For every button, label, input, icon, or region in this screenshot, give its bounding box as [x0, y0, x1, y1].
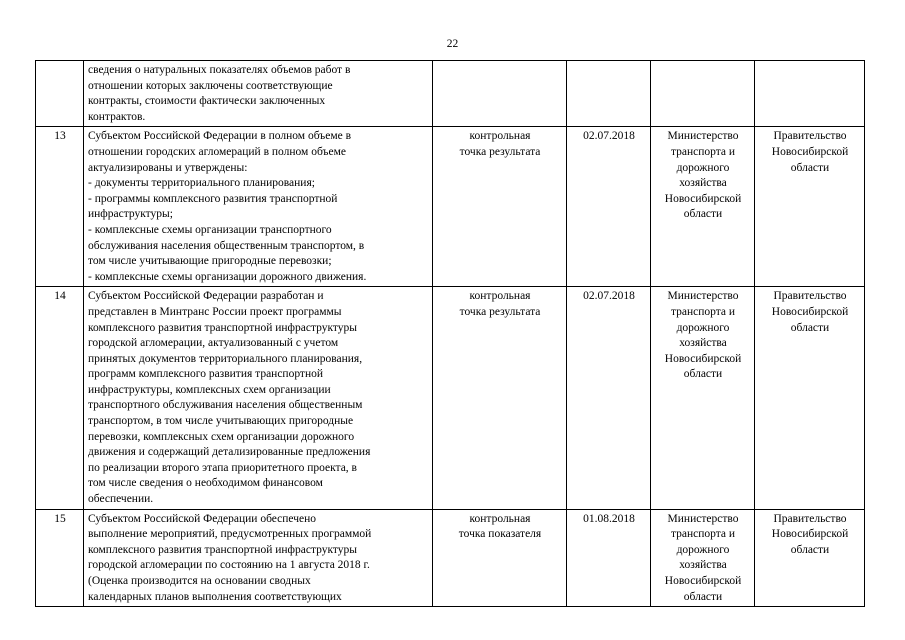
description-line: инфраструктуры, комплексных схем организации — [88, 383, 331, 396]
cell-description — [84, 61, 433, 127]
cell-date — [567, 61, 651, 127]
cell-type — [433, 287, 567, 509]
responsible-line: дорожного — [676, 543, 730, 556]
description-line: контрактов. — [88, 110, 146, 123]
description-line: комплексного развития транспортной инфраструктуры — [88, 543, 358, 556]
responsible-line: области — [683, 368, 723, 381]
responsible-line: Министерство — [667, 130, 739, 143]
description-line: - комплексные схемы организации транспортного — [88, 223, 332, 236]
description-line: контракты, стоимости фактически заключенных — [88, 95, 326, 108]
page-number: 22 — [446, 38, 459, 50]
description-line: Субъектом Российской Федерации обеспечено — [88, 512, 317, 525]
responsible-line: транспорта и — [670, 528, 736, 541]
responsible-line: Новосибирской — [664, 575, 742, 587]
description-line: городской агломерации по состоянию на 1 августа 2018 г. — [88, 559, 370, 572]
description-line: сведения о натуральных показателях объемов работ в — [88, 64, 351, 76]
table-row — [36, 509, 865, 607]
type-line: контрольная — [469, 290, 531, 303]
description-line: принятых документов территориального планирования, — [88, 352, 363, 365]
type-line: точка результата — [459, 145, 541, 158]
description-line: актуализированы и утверждены: — [88, 161, 248, 174]
type-line: контрольная — [469, 512, 531, 525]
type-line: контрольная — [469, 130, 531, 143]
description-line: перевозки, комплексных схем организации дорожного — [88, 430, 355, 443]
responsible-line: дорожного — [676, 321, 730, 334]
cell-description — [84, 509, 433, 607]
description-line: выполнение мероприятий, предусмотренных программой — [88, 528, 372, 541]
responsible-line: области — [683, 590, 723, 603]
cell-description — [84, 127, 433, 287]
responsible-line: области — [683, 208, 723, 221]
description-line: календарных планов выполнения соответствующих — [88, 590, 342, 603]
level-line: Правительство — [773, 290, 847, 303]
cell-level — [755, 287, 865, 509]
cell-type — [433, 61, 567, 127]
table-row — [36, 127, 865, 287]
row-number: 15 — [36, 509, 84, 607]
cell-responsible — [651, 287, 755, 509]
table-row-continued — [36, 61, 865, 127]
level-line: области — [790, 161, 830, 174]
description-line: Субъектом Российской Федерации в полном объеме в — [88, 130, 352, 143]
cell-type — [433, 127, 567, 287]
responsible-line: транспорта и — [670, 305, 736, 318]
type-line: точка показателя — [458, 528, 542, 541]
level-line: области — [790, 321, 830, 334]
level-line: Правительство — [773, 130, 847, 143]
responsible-line: хозяйства — [679, 337, 727, 350]
description-line: том числе учитывающие пригородные перевозки; — [88, 255, 332, 268]
level-line: Правительство — [773, 512, 847, 525]
description-line: городской агломерации, актуализованный с учетом — [88, 337, 339, 350]
cell-num — [36, 61, 84, 127]
level-line: области — [790, 543, 830, 556]
description-line: транспортного обслуживания населения общественным — [88, 399, 363, 412]
cell-description — [84, 287, 433, 509]
cell-date: 01.08.2018 — [567, 509, 651, 607]
description-line: отношении городских агломераций в полном объеме — [88, 145, 346, 158]
responsible-line: хозяйства — [679, 559, 727, 572]
cell-level — [755, 61, 865, 127]
cell-responsible — [651, 509, 755, 607]
description-line: - программы комплексного развития транспортной — [88, 192, 338, 205]
description-line: представлен в Минтранс России проект программы — [88, 305, 342, 318]
responsible-line: Новосибирской — [664, 352, 742, 365]
row-number: 13 — [36, 127, 84, 287]
description-line: движения и содержащий детализированные предложения — [88, 446, 371, 459]
cell-responsible — [651, 127, 755, 287]
cell-level — [755, 509, 865, 607]
description-line: том числе сведения о необходимом финансовом — [88, 477, 323, 490]
description-line: обеспечении. — [88, 493, 154, 506]
description-line: Субъектом Российской Федерации разработан и — [88, 290, 324, 303]
responsible-line: Министерство — [667, 512, 739, 525]
description-line: отношении которых заключены соответствующие — [88, 79, 333, 92]
cell-date: 02.07.2018 — [567, 287, 651, 509]
type-line: точка результата — [459, 305, 541, 318]
description-line: обслуживания населения общественным транспортом, в — [88, 239, 365, 252]
row-number: 14 — [36, 287, 84, 509]
cell-date: 02.07.2018 — [567, 127, 651, 287]
description-line: - документы территориального планирования; — [88, 177, 315, 190]
description-line: (Оценка производится на основании сводных — [88, 575, 311, 587]
cell-type — [433, 509, 567, 607]
cell-level — [755, 127, 865, 287]
description-line: программ комплексного развития транспортной — [88, 368, 324, 381]
responsible-line: дорожного — [676, 161, 730, 174]
level-line: Новосибирской — [771, 528, 849, 541]
responsible-line: транспорта и — [670, 145, 736, 158]
control-points-table — [35, 60, 865, 607]
description-line: по реализации второго этапа приоритетного проекта, в — [88, 461, 357, 474]
level-line: Новосибирской — [771, 145, 849, 158]
description-line: - комплексные схемы организации дорожного движения. — [88, 270, 367, 283]
responsible-line: Министерство — [667, 290, 739, 303]
table-row — [36, 287, 865, 509]
cell-responsible — [651, 61, 755, 127]
description-line: инфраструктуры; — [88, 208, 173, 221]
level-line: Новосибирской — [771, 305, 849, 318]
description-line: комплексного развития транспортной инфраструктуры — [88, 321, 358, 334]
responsible-line: Новосибирской — [664, 192, 742, 205]
responsible-line: хозяйства — [679, 177, 727, 190]
description-line: транспортом, в том числе учитывающих пригородные — [88, 415, 354, 428]
